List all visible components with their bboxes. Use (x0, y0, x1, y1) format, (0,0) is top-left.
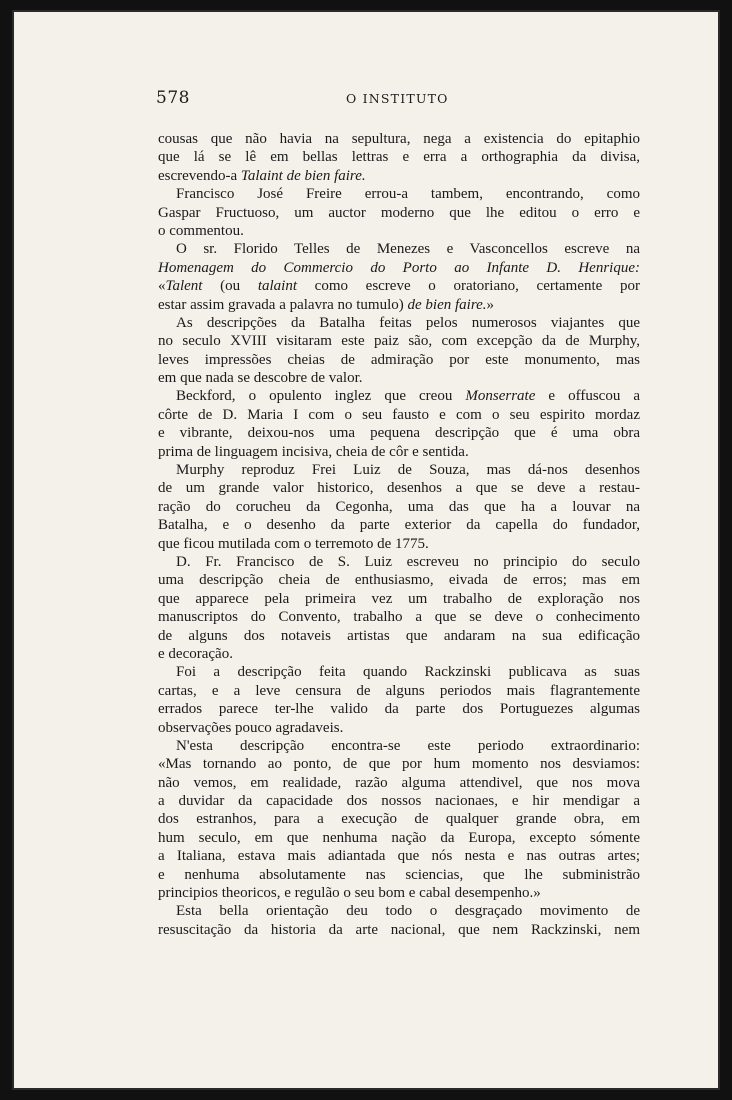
text-line (158, 774, 640, 792)
text-segment: (ou (202, 278, 258, 295)
text-segment: Beckford, o opulento inglez que creou (176, 388, 466, 405)
text-segment: leves impressões cheias de admiração por este monumento, mas (158, 351, 640, 368)
text-line (158, 332, 640, 350)
text-line (158, 240, 640, 258)
running-title: O INSTITUTO (346, 91, 449, 106)
text-segment: de um grande valor historico, desenhos a que se deve a restau- (158, 480, 640, 497)
text-line (158, 645, 640, 663)
text-line (158, 148, 640, 166)
text-segment: Francisco José Freire errou-a tambem, encontrando, como (176, 186, 640, 203)
text-line (158, 351, 640, 369)
text-segment: a Italiana, estava mais adiantada que nós nesta e nas outras artes; (158, 848, 640, 865)
text-line (158, 829, 640, 847)
text-segment: e offuscou a (535, 388, 641, 405)
text-line (158, 296, 640, 314)
body-text (158, 130, 640, 939)
text-line (158, 461, 640, 479)
text-line (158, 553, 640, 571)
text-line (158, 369, 640, 387)
text-line (158, 700, 640, 718)
text-segment: manuscriptos do Convento, trabalho a que se deve o conhecimento (158, 609, 640, 626)
text-line (158, 627, 640, 645)
text-line (158, 130, 640, 148)
text-line (158, 608, 640, 626)
text-segment: «Mas tornando ao ponto, de que por hum momento nos desviamos: (158, 756, 640, 773)
italic-segment: de bien faire. (407, 296, 487, 313)
text-line (158, 516, 640, 534)
text-line (158, 866, 640, 884)
text-line (158, 387, 640, 405)
text-segment: observações pouco agradaveis. (158, 719, 344, 736)
text-line (158, 884, 640, 902)
text-segment: que apparece pela primeira vez um trabalho de exploração nos (158, 590, 640, 607)
text-segment: côrte de D. Maria I com o seu fausto e com o seu espirito mordaz (158, 406, 640, 423)
text-segment: e decoração. (158, 645, 233, 662)
italic-segment: Monserrate (465, 388, 536, 405)
text-segment: principios theoricos, e regulão o seu bom e cabal desempenho.» (158, 885, 541, 902)
text-line (158, 590, 640, 608)
text-segment: e vibrante, deixou-nos uma pequena descripção que é uma obra (158, 425, 640, 442)
text-segment: em que nada se descobre de valor. (158, 370, 363, 387)
text-segment: D. Fr. Francisco de S. Luiz escreveu no principio do seculo (176, 553, 640, 570)
text-segment: « (158, 278, 166, 295)
text-segment: Gaspar Fructuoso, um auctor moderno que lhe editou o erro e (158, 204, 640, 221)
text-segment: hum seculo, em que nenhuma nação da Europa, excepto sómente (158, 829, 640, 846)
text-line (158, 755, 640, 773)
text-segment: Esta bella orientação deu todo o desgraçado movimento de (176, 903, 640, 920)
text-segment: de alguns dos notaveis artistas que andaram na sua edificação (158, 627, 640, 644)
text-line (158, 719, 640, 737)
text-line (158, 277, 640, 295)
text-segment: Batalha, e o desenho da parte exterior da capella do fundador, (158, 517, 640, 534)
text-segment: a duvidar da capacidade dos nossos nacionaes, e hir mendigar a (158, 793, 640, 810)
text-segment: N'esta descripção encontra-se este periodo extraordinario: (176, 737, 640, 754)
text-line (158, 810, 640, 828)
text-segment: estar assim gravada a palavra no tumulo) (158, 296, 408, 313)
text-line (158, 167, 640, 185)
text-line (158, 424, 640, 442)
text-segment: no seculo XVIII visitaram este paiz são, com excepção da de Murphy, (158, 333, 640, 350)
italic-segment: Talaint de bien faire. (240, 167, 366, 184)
text-segment: cousas que não havia na sepultura, nega a existencia do epitaphio (158, 131, 640, 147)
text-line (158, 682, 640, 700)
text-segment: dos estranhos, para a execução de qualquer grande obra, em (158, 811, 640, 828)
text-line (158, 571, 640, 589)
text-line (158, 406, 640, 424)
text-line (158, 847, 640, 865)
text-line (158, 902, 640, 920)
page-header (156, 88, 640, 110)
text-segment: resuscitação da historia da arte nacional, que nem Rackzinski, nem (158, 921, 640, 938)
text-segment: errados parece ter-lhe valido da parte dos Portuguezes algumas (158, 701, 640, 718)
text-line (158, 792, 640, 810)
book-page (12, 10, 720, 1090)
text-line (158, 663, 640, 681)
text-segment: Foi a descripção feita quando Rackzinski publicava as suas (176, 664, 640, 681)
text-segment: que lá se lê em bellas lettras e erra a orthographia da divisa, (158, 149, 640, 166)
text-segment: como escreve o oratoriano, certamente por (296, 278, 640, 295)
italic-segment: Talent (165, 278, 203, 295)
text-segment: uma descripção cheia de enthusiasmo, eivada de erros; mas em (158, 572, 640, 589)
text-line (158, 314, 640, 332)
text-segment: que ficou mutilada com o terremoto de 1775. (158, 535, 429, 552)
text-segment: As descripções da Batalha feitas pelos numerosos viajantes que (176, 314, 640, 331)
text-segment: o commentou. (158, 222, 244, 239)
text-line (158, 259, 640, 277)
text-segment: cartas, e a leve censura de alguns periodos mais flagrantemente (158, 682, 640, 699)
text-line (158, 479, 640, 497)
text-segment: » (486, 296, 495, 313)
text-line (158, 535, 640, 553)
text-segment: não vemos, em realidade, razão alguma attendivel, que nos mova (158, 774, 640, 791)
text-segment: escrevendo-a (158, 167, 241, 184)
italic-segment: talaint (257, 278, 297, 295)
text-segment: prima de linguagem incisiva, cheia de côr e sentida. (158, 443, 469, 460)
text-line (158, 204, 640, 222)
text-line (158, 222, 640, 240)
text-segment: ração do corucheu da Cegonha, uma das que ha a louvar na (158, 498, 640, 515)
text-line (158, 737, 640, 755)
italic-segment: Homenagem do Commercio do Porto ao Infante D. Henrique: (158, 259, 640, 276)
text-segment: O sr. Florido Telles de Menezes e Vasconcellos escreve na (176, 241, 640, 258)
page-number: 578 (156, 88, 190, 108)
text-segment: Murphy reproduz Frei Luiz de Souza, mas dá-nos desenhos (176, 462, 640, 479)
text-line (158, 443, 640, 461)
text-line (158, 185, 640, 203)
text-segment: e nenhuma absolutamente nas sciencias, que lhe subministrão (158, 866, 640, 883)
text-line (158, 498, 640, 516)
text-line (158, 921, 640, 939)
